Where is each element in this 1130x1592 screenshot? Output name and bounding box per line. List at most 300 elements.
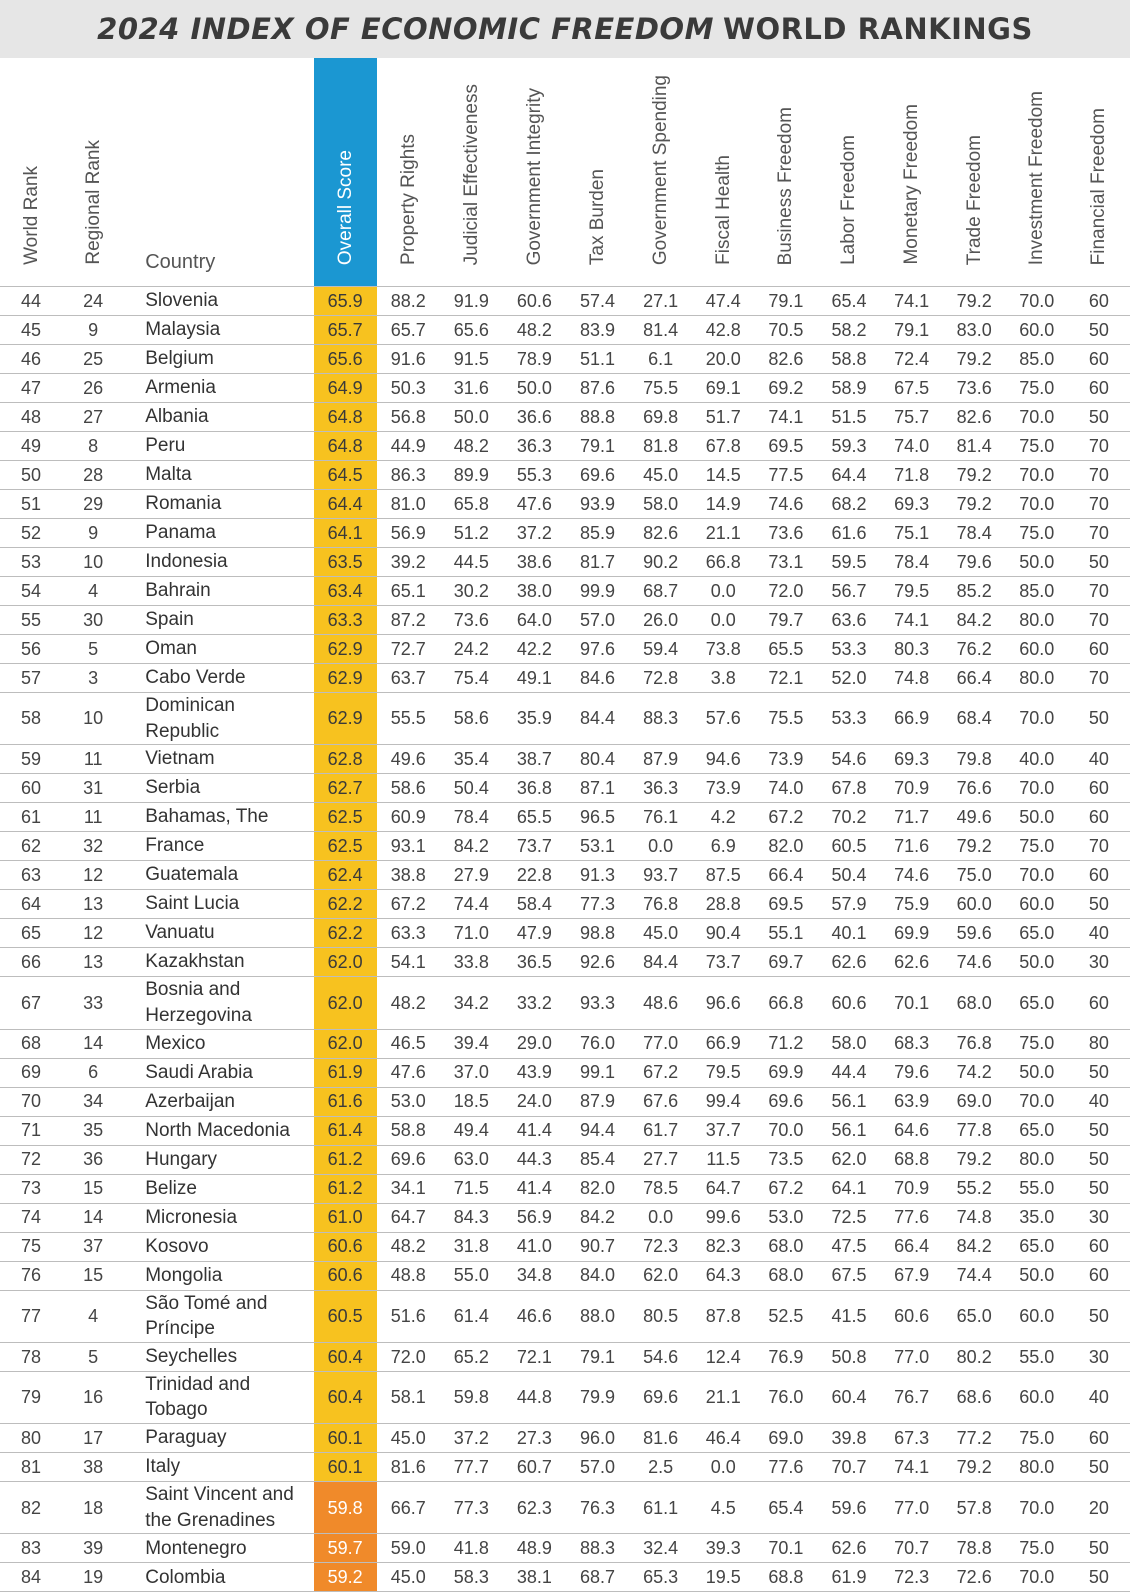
- cell-investment-freedom: 50.0: [1006, 948, 1068, 977]
- table-row: [0, 1534, 1130, 1563]
- cell-tax-burden: 96.0: [566, 1424, 629, 1453]
- cell-financial-freedom: 40: [1068, 919, 1130, 948]
- cell-government-spending: 59.4: [629, 635, 692, 664]
- cell-investment-freedom: 70.0: [1006, 287, 1068, 316]
- cell-property-rights: 67.2: [377, 890, 440, 919]
- cell-government-integrity: 42.2: [503, 635, 566, 664]
- cell-regional-rank: 25: [62, 345, 124, 374]
- cell-country: France: [124, 832, 313, 861]
- cell-government-integrity: 22.8: [503, 861, 566, 890]
- table-row: [0, 1058, 1130, 1087]
- cell-trade-freedom: 79.2: [943, 461, 1006, 490]
- cell-regional-rank: 35: [62, 1116, 124, 1145]
- table-row: [0, 745, 1130, 774]
- table-row: [0, 635, 1130, 664]
- cell-labor-freedom: 53.3: [817, 635, 880, 664]
- cell-financial-freedom: 50: [1068, 1145, 1130, 1174]
- table-row: [0, 1232, 1130, 1261]
- cell-tax-burden: 98.8: [566, 919, 629, 948]
- cell-monetary-freedom: 62.6: [881, 948, 943, 977]
- cell-government-integrity: 44.8: [503, 1371, 566, 1423]
- cell-monetary-freedom: 63.9: [881, 1087, 943, 1116]
- col-header-tax-burden: Tax Burden: [587, 168, 609, 265]
- cell-fiscal-health: 90.4: [692, 919, 754, 948]
- cell-government-spending: 88.3: [629, 693, 692, 745]
- cell-trade-freedom: 68.4: [943, 693, 1006, 745]
- cell-government-integrity: 38.6: [503, 548, 566, 577]
- cell-monetary-freedom: 75.7: [881, 403, 943, 432]
- cell-financial-freedom: 60: [1068, 374, 1130, 403]
- cell-judicial-effectiveness: 71.5: [440, 1174, 503, 1203]
- cell-business-freedom: 77.6: [754, 1453, 817, 1482]
- cell-monetary-freedom: 70.7: [881, 1534, 943, 1563]
- cell-judicial-effectiveness: 31.6: [440, 374, 503, 403]
- cell-financial-freedom: 60: [1068, 977, 1130, 1029]
- cell-investment-freedom: 75.0: [1006, 1424, 1068, 1453]
- cell-overall-score: 62.4: [314, 861, 377, 890]
- cell-tax-burden: 57.0: [566, 606, 629, 635]
- cell-fiscal-health: 28.8: [692, 890, 754, 919]
- cell-country: Belgium: [124, 345, 313, 374]
- cell-country: Malta: [124, 461, 313, 490]
- cell-business-freedom: 70.0: [754, 1116, 817, 1145]
- cell-country: Malaysia: [124, 316, 313, 345]
- cell-overall-score: 61.4: [314, 1116, 377, 1145]
- cell-trade-freedom: 60.0: [943, 890, 1006, 919]
- cell-financial-freedom: 70: [1068, 432, 1130, 461]
- cell-financial-freedom: 50: [1068, 1290, 1130, 1342]
- table-row: [0, 1290, 1130, 1342]
- cell-investment-freedom: 55.0: [1006, 1174, 1068, 1203]
- cell-property-rights: 49.6: [377, 745, 440, 774]
- cell-government-spending: 81.8: [629, 432, 692, 461]
- cell-country: Peru: [124, 432, 313, 461]
- cell-investment-freedom: 50.0: [1006, 548, 1068, 577]
- cell-monetary-freedom: 71.6: [881, 832, 943, 861]
- cell-country: Spain: [124, 606, 313, 635]
- cell-country: Kosovo: [124, 1232, 313, 1261]
- cell-country: Micronesia: [124, 1203, 313, 1232]
- cell-trade-freedom: 79.2: [943, 287, 1006, 316]
- cell-country: Slovenia: [124, 287, 313, 316]
- cell-trade-freedom: 80.2: [943, 1342, 1006, 1371]
- cell-investment-freedom: 50.0: [1006, 1058, 1068, 1087]
- cell-investment-freedom: 70.0: [1006, 693, 1068, 745]
- cell-property-rights: 81.0: [377, 490, 440, 519]
- cell-regional-rank: 17: [62, 1424, 124, 1453]
- cell-fiscal-health: 12.4: [692, 1342, 754, 1371]
- cell-government-spending: 72.3: [629, 1232, 692, 1261]
- cell-property-rights: 48.2: [377, 1232, 440, 1261]
- cell-financial-freedom: 60: [1068, 1261, 1130, 1290]
- cell-labor-freedom: 60.4: [817, 1371, 880, 1423]
- cell-fiscal-health: 66.9: [692, 1029, 754, 1058]
- cell-business-freedom: 79.1: [754, 287, 817, 316]
- cell-government-integrity: 56.9: [503, 1203, 566, 1232]
- cell-world-rank: 64: [0, 890, 62, 919]
- cell-country: Bahamas, The: [124, 803, 313, 832]
- cell-overall-score: 65.7: [314, 316, 377, 345]
- cell-overall-score: 60.1: [314, 1453, 377, 1482]
- cell-investment-freedom: 65.0: [1006, 977, 1068, 1029]
- cell-monetary-freedom: 74.0: [881, 432, 943, 461]
- cell-property-rights: 45.0: [377, 1563, 440, 1592]
- cell-labor-freedom: 59.5: [817, 548, 880, 577]
- cell-business-freedom: 52.5: [754, 1290, 817, 1342]
- cell-business-freedom: 70.5: [754, 316, 817, 345]
- table-body: [0, 287, 1130, 1592]
- cell-property-rights: 50.3: [377, 374, 440, 403]
- cell-investment-freedom: 80.0: [1006, 606, 1068, 635]
- cell-monetary-freedom: 74.8: [881, 664, 943, 693]
- cell-trade-freedom: 83.0: [943, 316, 1006, 345]
- cell-regional-rank: 18: [62, 1482, 124, 1534]
- cell-monetary-freedom: 69.3: [881, 490, 943, 519]
- cell-labor-freedom: 40.1: [817, 919, 880, 948]
- cell-world-rank: 78: [0, 1342, 62, 1371]
- table-row: [0, 606, 1130, 635]
- cell-fiscal-health: 14.9: [692, 490, 754, 519]
- cell-government-integrity: 46.6: [503, 1290, 566, 1342]
- cell-tax-burden: 76.0: [566, 1029, 629, 1058]
- table-row: [0, 890, 1130, 919]
- cell-judicial-effectiveness: 91.5: [440, 345, 503, 374]
- cell-world-rank: 56: [0, 635, 62, 664]
- table-row: [0, 548, 1130, 577]
- cell-judicial-effectiveness: 84.2: [440, 832, 503, 861]
- cell-judicial-effectiveness: 37.2: [440, 1424, 503, 1453]
- table-row: [0, 1087, 1130, 1116]
- cell-trade-freedom: 79.2: [943, 832, 1006, 861]
- cell-government-integrity: 41.4: [503, 1116, 566, 1145]
- cell-regional-rank: 12: [62, 861, 124, 890]
- cell-trade-freedom: 84.2: [943, 606, 1006, 635]
- cell-trade-freedom: 74.4: [943, 1261, 1006, 1290]
- cell-tax-burden: 79.1: [566, 1342, 629, 1371]
- rankings-table: [0, 58, 1130, 1592]
- cell-financial-freedom: 50: [1068, 403, 1130, 432]
- cell-regional-rank: 9: [62, 316, 124, 345]
- cell-world-rank: 77: [0, 1290, 62, 1342]
- cell-country: Dominican Republic: [124, 693, 313, 745]
- cell-trade-freedom: 73.6: [943, 374, 1006, 403]
- cell-labor-freedom: 58.2: [817, 316, 880, 345]
- cell-fiscal-health: 73.9: [692, 774, 754, 803]
- cell-tax-burden: 87.9: [566, 1087, 629, 1116]
- cell-regional-rank: 36: [62, 1145, 124, 1174]
- cell-judicial-effectiveness: 55.0: [440, 1261, 503, 1290]
- cell-fiscal-health: 46.4: [692, 1424, 754, 1453]
- cell-property-rights: 86.3: [377, 461, 440, 490]
- cell-tax-burden: 57.0: [566, 1453, 629, 1482]
- cell-judicial-effectiveness: 84.3: [440, 1203, 503, 1232]
- cell-business-freedom: 74.1: [754, 403, 817, 432]
- cell-overall-score: 60.4: [314, 1371, 377, 1423]
- cell-business-freedom: 75.5: [754, 693, 817, 745]
- table-row: [0, 577, 1130, 606]
- cell-government-integrity: 29.0: [503, 1029, 566, 1058]
- cell-judicial-effectiveness: 58.3: [440, 1563, 503, 1592]
- cell-overall-score: 65.6: [314, 345, 377, 374]
- cell-investment-freedom: 70.0: [1006, 490, 1068, 519]
- cell-regional-rank: 10: [62, 548, 124, 577]
- cell-investment-freedom: 75.0: [1006, 374, 1068, 403]
- cell-fiscal-health: 21.1: [692, 1371, 754, 1423]
- cell-financial-freedom: 70: [1068, 606, 1130, 635]
- cell-government-integrity: 62.3: [503, 1482, 566, 1534]
- cell-world-rank: 66: [0, 948, 62, 977]
- cell-trade-freedom: 76.8: [943, 1029, 1006, 1058]
- cell-property-rights: 91.6: [377, 345, 440, 374]
- cell-labor-freedom: 50.4: [817, 861, 880, 890]
- cell-monetary-freedom: 66.4: [881, 1232, 943, 1261]
- cell-monetary-freedom: 67.3: [881, 1424, 943, 1453]
- cell-fiscal-health: 21.1: [692, 519, 754, 548]
- cell-world-rank: 45: [0, 316, 62, 345]
- cell-government-integrity: 64.0: [503, 606, 566, 635]
- cell-tax-burden: 88.3: [566, 1534, 629, 1563]
- cell-country: Kazakhstan: [124, 948, 313, 977]
- cell-tax-burden: 87.1: [566, 774, 629, 803]
- cell-overall-score: 59.7: [314, 1534, 377, 1563]
- cell-business-freedom: 77.5: [754, 461, 817, 490]
- cell-government-integrity: 58.4: [503, 890, 566, 919]
- cell-regional-rank: 30: [62, 606, 124, 635]
- cell-overall-score: 60.6: [314, 1261, 377, 1290]
- cell-fiscal-health: 0.0: [692, 606, 754, 635]
- cell-overall-score: 62.8: [314, 745, 377, 774]
- cell-labor-freedom: 54.6: [817, 745, 880, 774]
- cell-country: Montenegro: [124, 1534, 313, 1563]
- cell-fiscal-health: 39.3: [692, 1534, 754, 1563]
- cell-labor-freedom: 60.5: [817, 832, 880, 861]
- table-row: [0, 374, 1130, 403]
- cell-world-rank: 50: [0, 461, 62, 490]
- cell-property-rights: 65.7: [377, 316, 440, 345]
- cell-investment-freedom: 70.0: [1006, 774, 1068, 803]
- cell-investment-freedom: 50.0: [1006, 803, 1068, 832]
- cell-fiscal-health: 4.5: [692, 1482, 754, 1534]
- cell-investment-freedom: 40.0: [1006, 745, 1068, 774]
- cell-regional-rank: 4: [62, 1290, 124, 1342]
- cell-country: Trinidad and Tobago: [124, 1371, 313, 1423]
- table-row: [0, 287, 1130, 316]
- table-row: [0, 1116, 1130, 1145]
- cell-property-rights: 87.2: [377, 606, 440, 635]
- cell-regional-rank: 16: [62, 1371, 124, 1423]
- cell-judicial-effectiveness: 37.0: [440, 1058, 503, 1087]
- cell-investment-freedom: 70.0: [1006, 461, 1068, 490]
- cell-world-rank: 75: [0, 1232, 62, 1261]
- cell-monetary-freedom: 79.5: [881, 577, 943, 606]
- cell-government-integrity: 34.8: [503, 1261, 566, 1290]
- cell-financial-freedom: 70: [1068, 664, 1130, 693]
- cell-tax-burden: 85.4: [566, 1145, 629, 1174]
- cell-labor-freedom: 70.2: [817, 803, 880, 832]
- cell-trade-freedom: 69.0: [943, 1087, 1006, 1116]
- cell-fiscal-health: 64.7: [692, 1174, 754, 1203]
- cell-financial-freedom: 50: [1068, 1174, 1130, 1203]
- cell-business-freedom: 69.9: [754, 1058, 817, 1087]
- cell-financial-freedom: 70: [1068, 832, 1130, 861]
- cell-fiscal-health: 66.8: [692, 548, 754, 577]
- cell-investment-freedom: 75.0: [1006, 519, 1068, 548]
- cell-overall-score: 62.9: [314, 693, 377, 745]
- cell-tax-burden: 77.3: [566, 890, 629, 919]
- cell-government-spending: 77.0: [629, 1029, 692, 1058]
- cell-regional-rank: 11: [62, 803, 124, 832]
- cell-business-freedom: 70.1: [754, 1534, 817, 1563]
- cell-financial-freedom: 20: [1068, 1482, 1130, 1534]
- cell-country: Seychelles: [124, 1342, 313, 1371]
- cell-financial-freedom: 50: [1068, 1453, 1130, 1482]
- cell-overall-score: 62.0: [314, 977, 377, 1029]
- cell-government-integrity: 60.6: [503, 287, 566, 316]
- cell-government-spending: 27.1: [629, 287, 692, 316]
- cell-tax-burden: 85.9: [566, 519, 629, 548]
- header-row: [0, 58, 1130, 287]
- cell-fiscal-health: 69.1: [692, 374, 754, 403]
- cell-business-freedom: 76.9: [754, 1342, 817, 1371]
- cell-government-integrity: 48.9: [503, 1534, 566, 1563]
- cell-government-spending: 78.5: [629, 1174, 692, 1203]
- table-row: [0, 803, 1130, 832]
- cell-labor-freedom: 64.4: [817, 461, 880, 490]
- cell-country: São Tomé and Príncipe: [124, 1290, 313, 1342]
- cell-monetary-freedom: 67.5: [881, 374, 943, 403]
- title-bar: [0, 0, 1130, 58]
- cell-government-integrity: 36.3: [503, 432, 566, 461]
- cell-investment-freedom: 70.0: [1006, 1087, 1068, 1116]
- title-main: 2024 INDEX OF ECONOMIC FREEDOM: [97, 12, 714, 46]
- cell-labor-freedom: 57.9: [817, 890, 880, 919]
- cell-financial-freedom: 60: [1068, 1232, 1130, 1261]
- cell-business-freedom: 67.2: [754, 1174, 817, 1203]
- cell-world-rank: 58: [0, 693, 62, 745]
- cell-financial-freedom: 50: [1068, 548, 1130, 577]
- cell-government-spending: 82.6: [629, 519, 692, 548]
- cell-property-rights: 53.0: [377, 1087, 440, 1116]
- table-row: [0, 1424, 1130, 1453]
- cell-business-freedom: 65.4: [754, 1482, 817, 1534]
- cell-trade-freedom: 77.2: [943, 1424, 1006, 1453]
- cell-labor-freedom: 47.5: [817, 1232, 880, 1261]
- cell-judicial-effectiveness: 18.5: [440, 1087, 503, 1116]
- cell-investment-freedom: 65.0: [1006, 919, 1068, 948]
- cell-tax-burden: 93.3: [566, 977, 629, 1029]
- cell-world-rank: 48: [0, 403, 62, 432]
- cell-world-rank: 73: [0, 1174, 62, 1203]
- cell-financial-freedom: 50: [1068, 1563, 1130, 1592]
- cell-trade-freedom: 77.8: [943, 1116, 1006, 1145]
- cell-overall-score: 62.0: [314, 1029, 377, 1058]
- table-row: [0, 948, 1130, 977]
- cell-overall-score: 60.4: [314, 1342, 377, 1371]
- cell-country: Azerbaijan: [124, 1087, 313, 1116]
- cell-financial-freedom: 30: [1068, 1342, 1130, 1371]
- cell-labor-freedom: 67.5: [817, 1261, 880, 1290]
- cell-government-integrity: 35.9: [503, 693, 566, 745]
- cell-government-spending: 65.3: [629, 1563, 692, 1592]
- cell-business-freedom: 74.0: [754, 774, 817, 803]
- cell-tax-burden: 76.3: [566, 1482, 629, 1534]
- cell-trade-freedom: 79.2: [943, 1453, 1006, 1482]
- cell-property-rights: 72.0: [377, 1342, 440, 1371]
- cell-regional-rank: 8: [62, 432, 124, 461]
- title-suffix: WORLD RANKINGS: [722, 12, 1033, 46]
- cell-government-integrity: 41.0: [503, 1232, 566, 1261]
- cell-overall-score: 62.0: [314, 948, 377, 977]
- cell-world-rank: 44: [0, 287, 62, 316]
- cell-overall-score: 61.2: [314, 1145, 377, 1174]
- cell-property-rights: 39.2: [377, 548, 440, 577]
- cell-monetary-freedom: 79.1: [881, 316, 943, 345]
- cell-overall-score: 61.2: [314, 1174, 377, 1203]
- cell-world-rank: 53: [0, 548, 62, 577]
- cell-country: Italy: [124, 1453, 313, 1482]
- cell-judicial-effectiveness: 71.0: [440, 919, 503, 948]
- cell-investment-freedom: 70.0: [1006, 861, 1068, 890]
- cell-country: Indonesia: [124, 548, 313, 577]
- cell-government-integrity: 55.3: [503, 461, 566, 490]
- cell-business-freedom: 76.0: [754, 1371, 817, 1423]
- cell-tax-burden: 83.9: [566, 316, 629, 345]
- cell-monetary-freedom: 78.4: [881, 548, 943, 577]
- cell-fiscal-health: 57.6: [692, 693, 754, 745]
- cell-trade-freedom: 49.6: [943, 803, 1006, 832]
- cell-world-rank: 61: [0, 803, 62, 832]
- cell-tax-burden: 80.4: [566, 745, 629, 774]
- cell-world-rank: 81: [0, 1453, 62, 1482]
- cell-judicial-effectiveness: 75.4: [440, 664, 503, 693]
- cell-government-spending: 26.0: [629, 606, 692, 635]
- cell-government-spending: 90.2: [629, 548, 692, 577]
- cell-fiscal-health: 94.6: [692, 745, 754, 774]
- cell-fiscal-health: 6.9: [692, 832, 754, 861]
- cell-government-spending: 72.8: [629, 664, 692, 693]
- cell-overall-score: 64.1: [314, 519, 377, 548]
- cell-monetary-freedom: 75.9: [881, 890, 943, 919]
- cell-property-rights: 48.2: [377, 977, 440, 1029]
- cell-fiscal-health: 73.7: [692, 948, 754, 977]
- cell-overall-score: 61.0: [314, 1203, 377, 1232]
- cell-monetary-freedom: 60.6: [881, 1290, 943, 1342]
- cell-judicial-effectiveness: 89.9: [440, 461, 503, 490]
- cell-judicial-effectiveness: 48.2: [440, 432, 503, 461]
- cell-country: Guatemala: [124, 861, 313, 890]
- cell-government-spending: 69.6: [629, 1371, 692, 1423]
- cell-government-spending: 45.0: [629, 461, 692, 490]
- cell-business-freedom: 74.6: [754, 490, 817, 519]
- cell-government-spending: 76.8: [629, 890, 692, 919]
- cell-government-spending: 27.7: [629, 1145, 692, 1174]
- cell-world-rank: 49: [0, 432, 62, 461]
- cell-government-spending: 0.0: [629, 832, 692, 861]
- cell-property-rights: 46.5: [377, 1029, 440, 1058]
- cell-investment-freedom: 60.0: [1006, 1290, 1068, 1342]
- cell-judicial-effectiveness: 91.9: [440, 287, 503, 316]
- cell-property-rights: 34.1: [377, 1174, 440, 1203]
- cell-fiscal-health: 99.4: [692, 1087, 754, 1116]
- cell-judicial-effectiveness: 33.8: [440, 948, 503, 977]
- cell-government-integrity: 38.1: [503, 1563, 566, 1592]
- cell-regional-rank: 14: [62, 1203, 124, 1232]
- cell-fiscal-health: 47.4: [692, 287, 754, 316]
- table-row: [0, 977, 1130, 1029]
- cell-trade-freedom: 65.0: [943, 1290, 1006, 1342]
- cell-government-integrity: 33.2: [503, 977, 566, 1029]
- cell-country: Bahrain: [124, 577, 313, 606]
